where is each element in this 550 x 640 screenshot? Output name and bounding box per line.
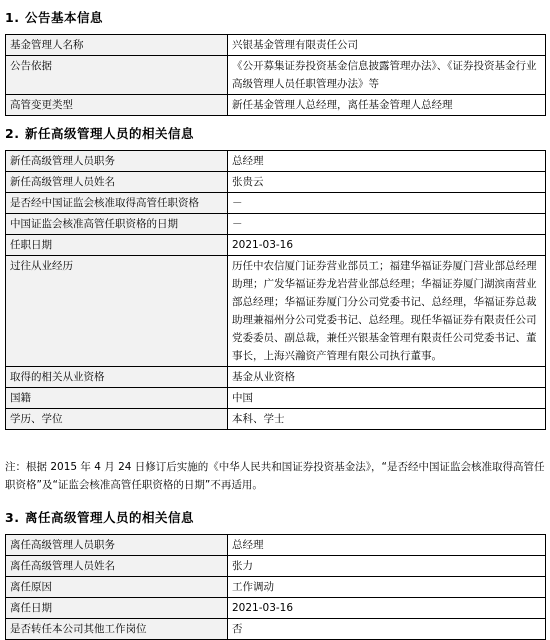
section-2-number: 2.: [5, 126, 20, 141]
row-value: 工作调动: [228, 577, 546, 598]
table-row: [6, 256, 546, 367]
section-3-number: 3.: [5, 510, 20, 525]
row-value: 总经理: [228, 535, 546, 556]
legal-note: 注：根据 2015 年 4 月 24 日修订后实施的《中华人民共和国证券投资基金法》，“是否经中国证监会核准取得高管任职资格”及“证监会核准高管任职资格的日期”不再适用。: [5, 461, 545, 491]
section-3-heading: 离任高级管理人员的相关信息: [25, 510, 195, 525]
row-value: －: [228, 214, 546, 235]
table-row: [6, 619, 546, 640]
table-row: [6, 95, 546, 116]
section-3-title: [5, 508, 194, 526]
basic-info-table: [5, 34, 546, 116]
table-row: [6, 193, 546, 214]
row-value: 历任中农信厦门证券营业部员工；福建华福证券厦门营业部总经理助理；广发华福证券龙岩营业部总经理；华福证券厦门湖滨南营业部总经理；华福证券厦门分公司党委书记、总经理，华福证券总裁助理兼福州分公司党委书记、总经理。现任华福证券有限责任公司党委委员、副总裁，兼任兴银基金管理有限责任公司党委书记、董事长，上海兴瀚资产管理有限公司执行董事。: [228, 256, 546, 367]
row-label: 基金管理人名称: [6, 35, 228, 56]
row-label: 离任高级管理人员职务: [6, 535, 228, 556]
table-row: [6, 235, 546, 256]
section-2-heading: 新任高级管理人员的相关信息: [25, 126, 195, 141]
row-value: 本科、学士: [228, 409, 546, 430]
row-value: 基金从业资格: [228, 367, 546, 388]
table-row: [6, 56, 546, 95]
row-value: 兴银基金管理有限责任公司: [228, 35, 546, 56]
row-value: 2021-03-16: [228, 235, 546, 256]
section-1-title: [5, 8, 103, 26]
table-row: [6, 535, 546, 556]
row-label: 新任高级管理人员姓名: [6, 172, 228, 193]
row-label: 新任高级管理人员职务: [6, 151, 228, 172]
row-label: 高管变更类型: [6, 95, 228, 116]
section-2-title: [5, 124, 194, 142]
row-label: 离任日期: [6, 598, 228, 619]
table-row: [6, 577, 546, 598]
row-value: 总经理: [228, 151, 546, 172]
row-label: 学历、学位: [6, 409, 228, 430]
section-1-number: 1.: [5, 10, 20, 25]
row-label: 过往从业经历: [6, 256, 228, 367]
table-row: [6, 367, 546, 388]
table-row: [6, 172, 546, 193]
table-row: [6, 151, 546, 172]
section-1-heading: 公告基本信息: [25, 10, 104, 25]
row-label: 取得的相关从业资格: [6, 367, 228, 388]
row-label: 国籍: [6, 388, 228, 409]
table-row: [6, 598, 546, 619]
row-label: 是否经中国证监会核准取得高管任职资格: [6, 193, 228, 214]
row-value: －: [228, 193, 546, 214]
row-value: 新任基金管理人总经理，离任基金管理人总经理: [228, 95, 546, 116]
table-row: [6, 388, 546, 409]
row-value: 中国: [228, 388, 546, 409]
row-label: 是否转任本公司其他工作岗位: [6, 619, 228, 640]
row-label: 中国证监会核准高管任职资格的日期: [6, 214, 228, 235]
table-row: [6, 35, 546, 56]
row-value: 张贵云: [228, 172, 546, 193]
table-row: [6, 556, 546, 577]
row-label: 任职日期: [6, 235, 228, 256]
table-row: [6, 409, 546, 430]
row-label: 离任高级管理人员姓名: [6, 556, 228, 577]
row-value: 2021-03-16: [228, 598, 546, 619]
new-executive-table: [5, 150, 546, 430]
row-value: 《公开募集证券投资基金信息披露管理办法》、《证券投资基金行业高级管理人员任职管理办法》等: [228, 56, 546, 95]
row-label: 公告依据: [6, 56, 228, 95]
row-value: 否: [228, 619, 546, 640]
table-row: [6, 214, 546, 235]
row-label: 离任原因: [6, 577, 228, 598]
row-value: 张力: [228, 556, 546, 577]
departing-executive-table: [5, 534, 546, 640]
